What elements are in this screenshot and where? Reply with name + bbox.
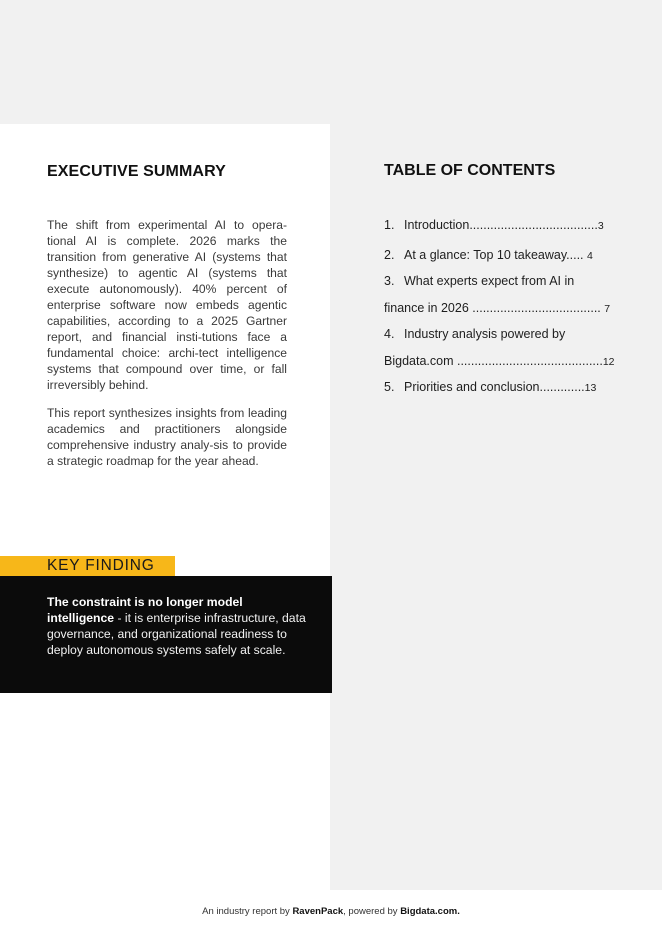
executive-summary-paragraph: This report synthesizes insights from leading academics and practitioners alongside comprehensive industry analy-sis to provide a strategic roadmap for the year ahead. [47,406,287,468]
toc-item-industry-analysis[interactable] [384,327,565,341]
key-finding-text [47,594,307,658]
executive-summary-paragraph: The shift from experimental AI to opera-tional AI is complete. 2026 marks the transition from generative AI (systems that synthesize) to agentic AI (systems that execute autonomously). 40% percent of enterprise software now embeds agentic capabilities, according to a 2025 Gartner report, and financial insti-tutions face a fundamental choice: archi-tect intelligence systems that compound over time, or fall irreversibly behind. [47,218,287,392]
toc-item-number: 4. [384,327,395,341]
toc-item-leader: ..................................... [472,301,601,315]
footer [0,906,662,917]
key-finding-label [0,556,175,577]
toc-item-label: Introduction [404,218,470,232]
toc-item-page: 13 [584,382,597,394]
toc-item-page: 12 [602,356,615,368]
footer-middle: , powered by [343,906,401,917]
toc-item-industry-analysis-cont[interactable] [384,354,615,368]
executive-summary-title: EXECUTIVE SUMMARY [47,163,226,180]
toc-title: TABLE OF CONTENTS [384,162,556,179]
executive-summary-body [47,217,287,481]
toc-item-top-10-takeaway[interactable] [384,248,593,262]
key-finding-box [0,576,332,693]
toc-item-number: 5. [384,380,395,394]
toc-item-what-experts-expect[interactable] [384,274,574,288]
right-panel [330,124,662,890]
key-finding-rest: - it is enterprise infrastructure, data governance, and organizational readiness to deploy autonomous systems safely at scale. [47,611,306,657]
footer-brand-ravenpack: RavenPack [292,906,344,917]
toc-item-leader: ..................................... [469,218,598,232]
toc-item-page: 3 [597,220,604,232]
toc-item-label: Industry analysis powered by [404,327,566,341]
top-band [0,0,662,124]
key-finding-label-text: KEY FINDING [47,557,155,574]
toc-item-leader: ..... [566,248,584,262]
toc-item-introduction[interactable] [384,218,604,232]
toc-item-leader: ............. [539,380,585,394]
toc-item-number: 3. [384,274,395,288]
toc-item-label: What experts expect from AI in [404,274,575,288]
toc-item-label-cont: Bigdata.com [384,354,454,368]
toc-item-number: 2. [384,248,395,262]
toc-item-label-cont: finance in 2026 [384,301,469,315]
footer-prefix: An industry report by [202,906,293,917]
toc-item-priorities[interactable] [384,380,596,394]
toc-item-page: 7 [604,303,611,315]
toc-item-page: 4 [587,250,593,262]
key-finding-bold: The constraint is no longer model intelligence [47,595,243,625]
toc-item-label: Priorities and conclusion [404,380,540,394]
toc-item-number: 1. [384,218,395,232]
toc-item-label: At a glance: Top 10 takeaway [404,248,567,262]
footer-brand-bigdata: Bigdata.com. [400,906,460,917]
toc-item-leader: .......................................... [456,354,603,368]
toc-item-what-experts-expect-cont[interactable] [384,301,610,315]
